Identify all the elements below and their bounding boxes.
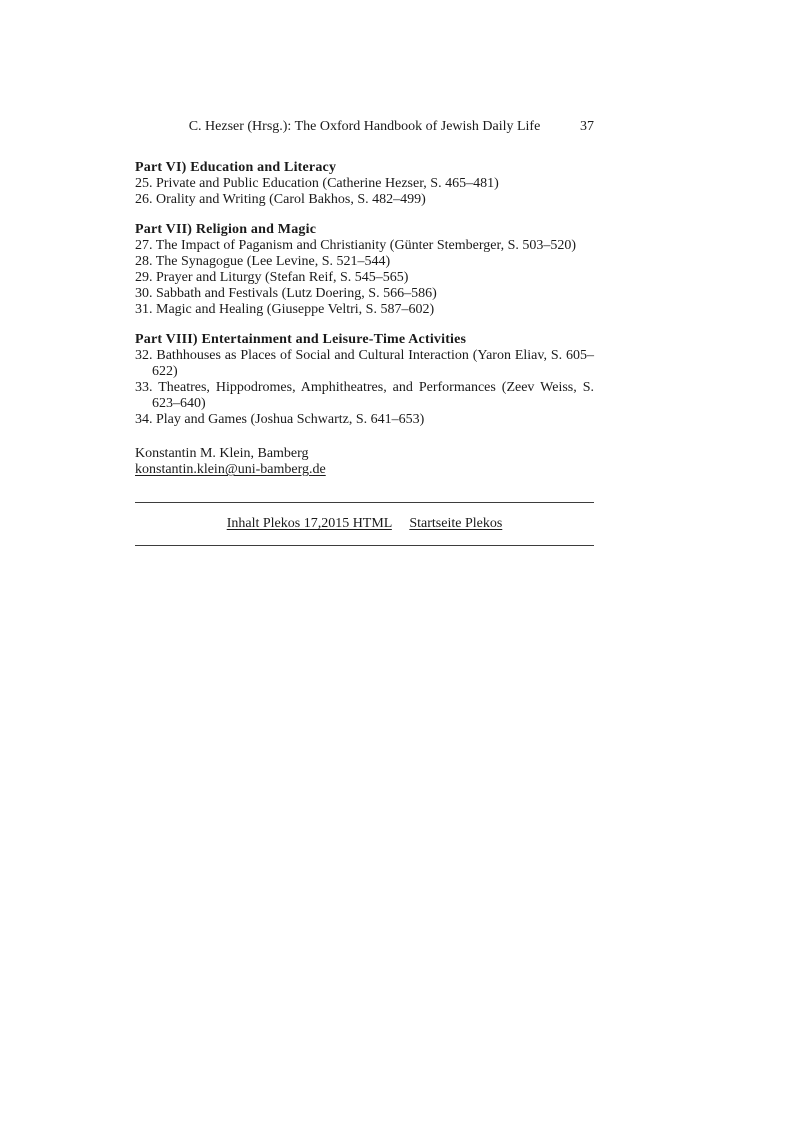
toc-section-part-vii: [135, 222, 594, 318]
section-heading: Part VII) Religion and Magic: [135, 222, 317, 237]
section-heading: Part VI) Education and Literacy: [135, 160, 337, 175]
divider-top: [135, 502, 594, 503]
footer-link-startseite-plekos[interactable]: Startseite Plekos: [409, 516, 503, 531]
author-email-link[interactable]: konstantin.klein@uni-bamberg.de: [135, 462, 326, 477]
toc-item: 26. Orality and Writing (Carol Bakhos, S. 482–499): [135, 192, 426, 207]
toc-item: 34. Play and Games (Joshua Schwartz, S. 641–653): [135, 412, 425, 427]
toc-section-part-viii: [135, 332, 594, 428]
running-head-title: C. Hezser (Hrsg.): The Oxford Handbook of Jewish Daily Life: [188, 119, 541, 134]
toc-item: 25. Private and Public Education (Catherine Hezser, S. 465–481): [135, 176, 499, 191]
toc-item: 27. The Impact of Paganism and Christianity (Günter Stemberger, S. 503–520): [135, 238, 577, 253]
page-number: 37: [580, 119, 594, 134]
toc-item: 33. Theatres, Hippodromes, Amphitheatres, and Performances (Zeev Weiss, S. 623–640): [135, 380, 594, 411]
footer-link-inhalt-plekos[interactable]: Inhalt Plekos 17,2015 HTML: [226, 516, 392, 531]
table-of-contents: [135, 160, 594, 428]
toc-item: 31. Magic and Healing (Giuseppe Veltri, S. 587–602): [135, 302, 435, 317]
toc-item: 30. Sabbath and Festivals (Lutz Doering, S. 566–586): [135, 286, 437, 301]
footer-navigation: [135, 516, 594, 532]
toc-item: 29. Prayer and Liturgy (Stefan Reif, S. 545–565): [135, 270, 409, 285]
toc-item: 28. The Synagogue (Lee Levine, S. 521–544): [135, 254, 391, 269]
document-page: [135, 119, 594, 546]
author-name: Konstantin M. Klein, Bamberg: [135, 446, 309, 461]
toc-item: 32. Bathhouses as Places of Social and Cultural Interaction (Yaron Eliav, S. 605–622): [135, 348, 594, 379]
section-heading: Part VIII) Entertainment and Leisure-Time Activities: [135, 332, 467, 347]
author-signature: [135, 446, 594, 478]
toc-section-part-vi: [135, 160, 594, 208]
divider-bottom: [135, 545, 594, 546]
running-header: [135, 119, 594, 135]
